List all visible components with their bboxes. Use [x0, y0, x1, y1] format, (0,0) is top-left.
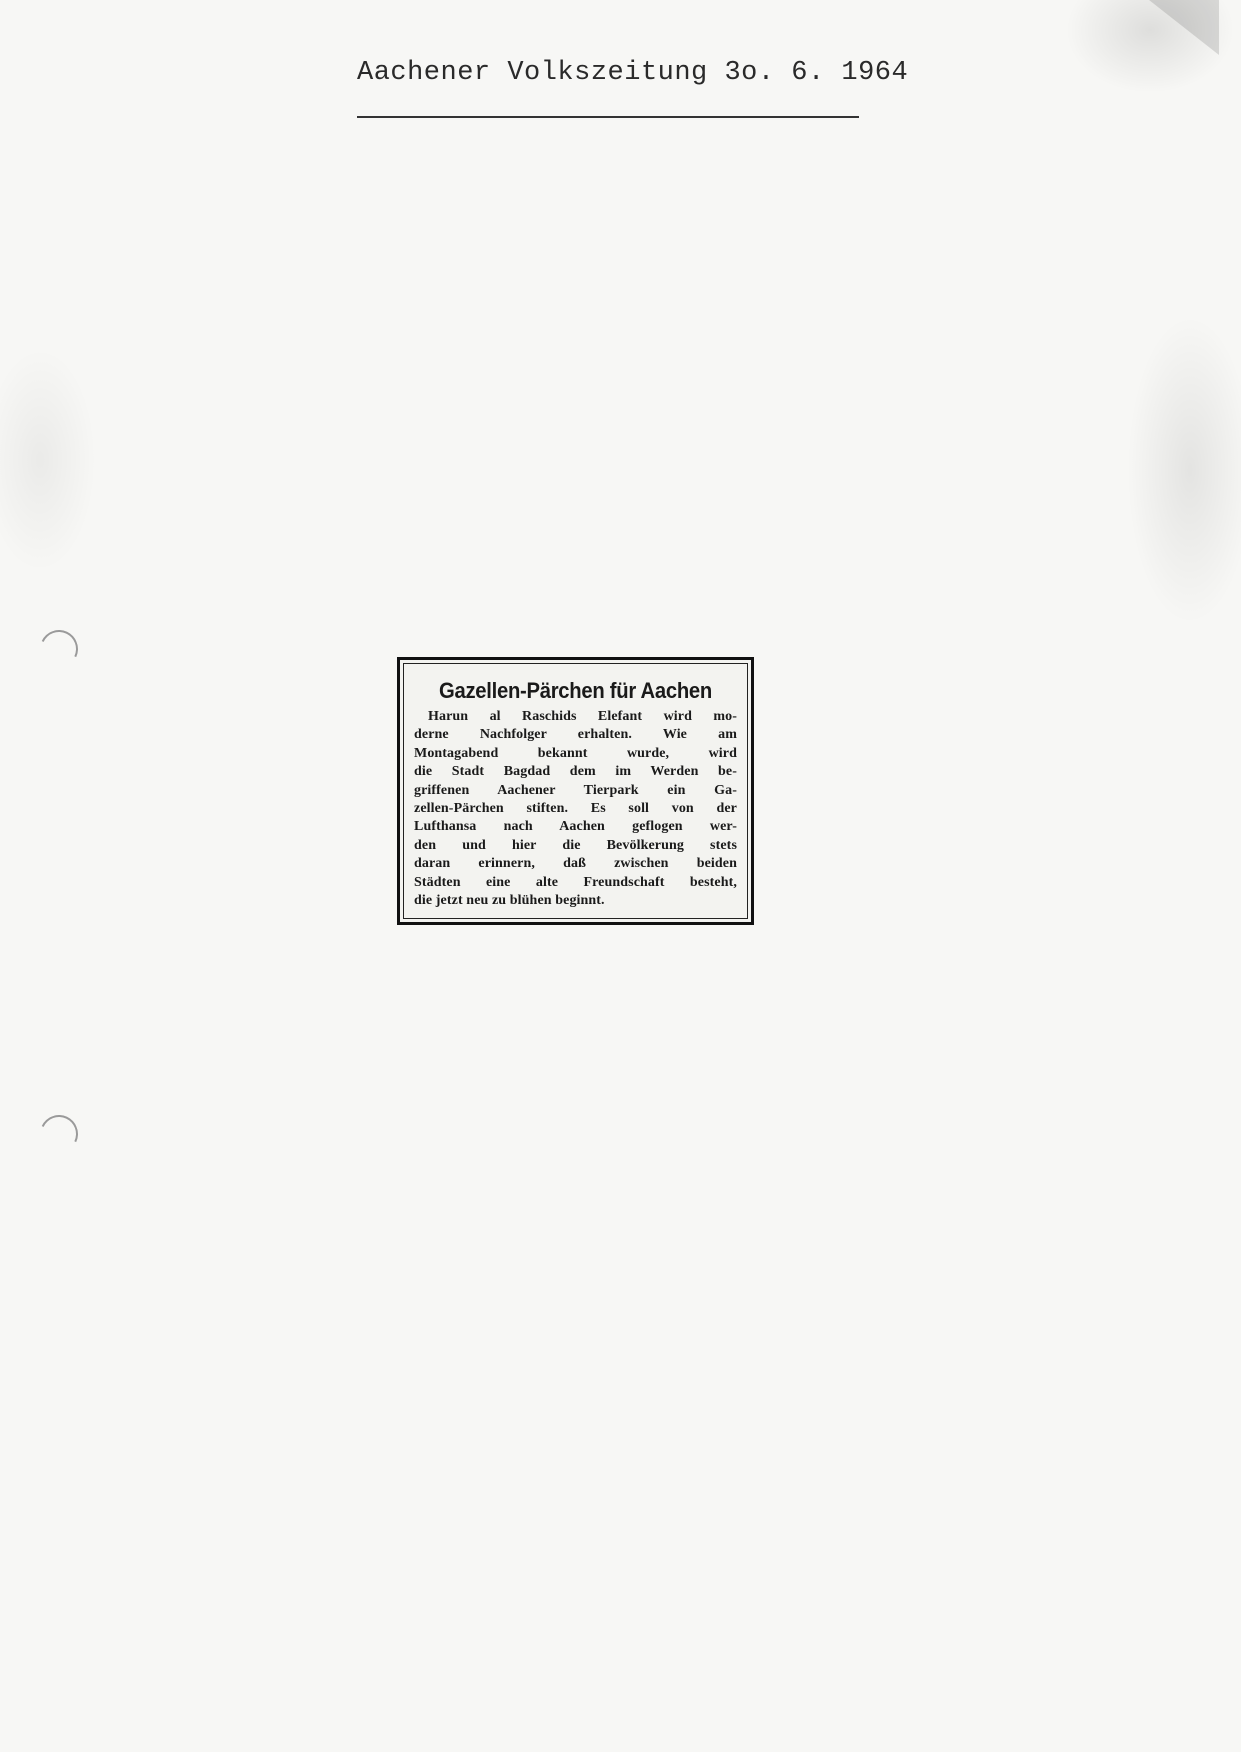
punch-hole-bottom: [35, 1110, 84, 1159]
clipping-line: Harun al Raschids Elefant wird mo-: [428, 709, 737, 724]
clipping-body: [414, 708, 737, 910]
clipping-line: Montagabend bekannt wurde, wird: [414, 745, 737, 761]
clipping-line: die jetzt neu zu blühen beginnt.: [414, 893, 605, 909]
clipping-line: die Stadt Bagdad dem im Werden be-: [414, 764, 737, 780]
header-underline: [357, 116, 859, 118]
source-date-line: Aachener Volkszeitung 3o. 6. 1964: [357, 58, 909, 88]
clipping-line: griffenen Aachener Tierpark ein Ga-: [414, 782, 737, 798]
clipping-line: Städten eine alte Freundschaft besteht,: [414, 874, 737, 890]
clipping-headline: Gazellen-Pärchen für Aachen: [438, 678, 712, 703]
clipping-line: derne Nachfolger erhalten. Wie am: [414, 727, 737, 743]
clipping-line: daran erinnern, daß zwischen beiden: [414, 856, 737, 872]
newspaper-clipping: [397, 657, 754, 925]
clipping-line: Lufthansa nach Aachen geflogen wer-: [414, 819, 737, 835]
clipping-line: den und hier die Bevölkerung stets: [414, 837, 737, 853]
clipping-line: zellen-Pärchen stiften. Es soll von der: [414, 801, 737, 817]
folded-corner-mark: [1149, 0, 1219, 55]
punch-hole-top: [35, 625, 84, 674]
